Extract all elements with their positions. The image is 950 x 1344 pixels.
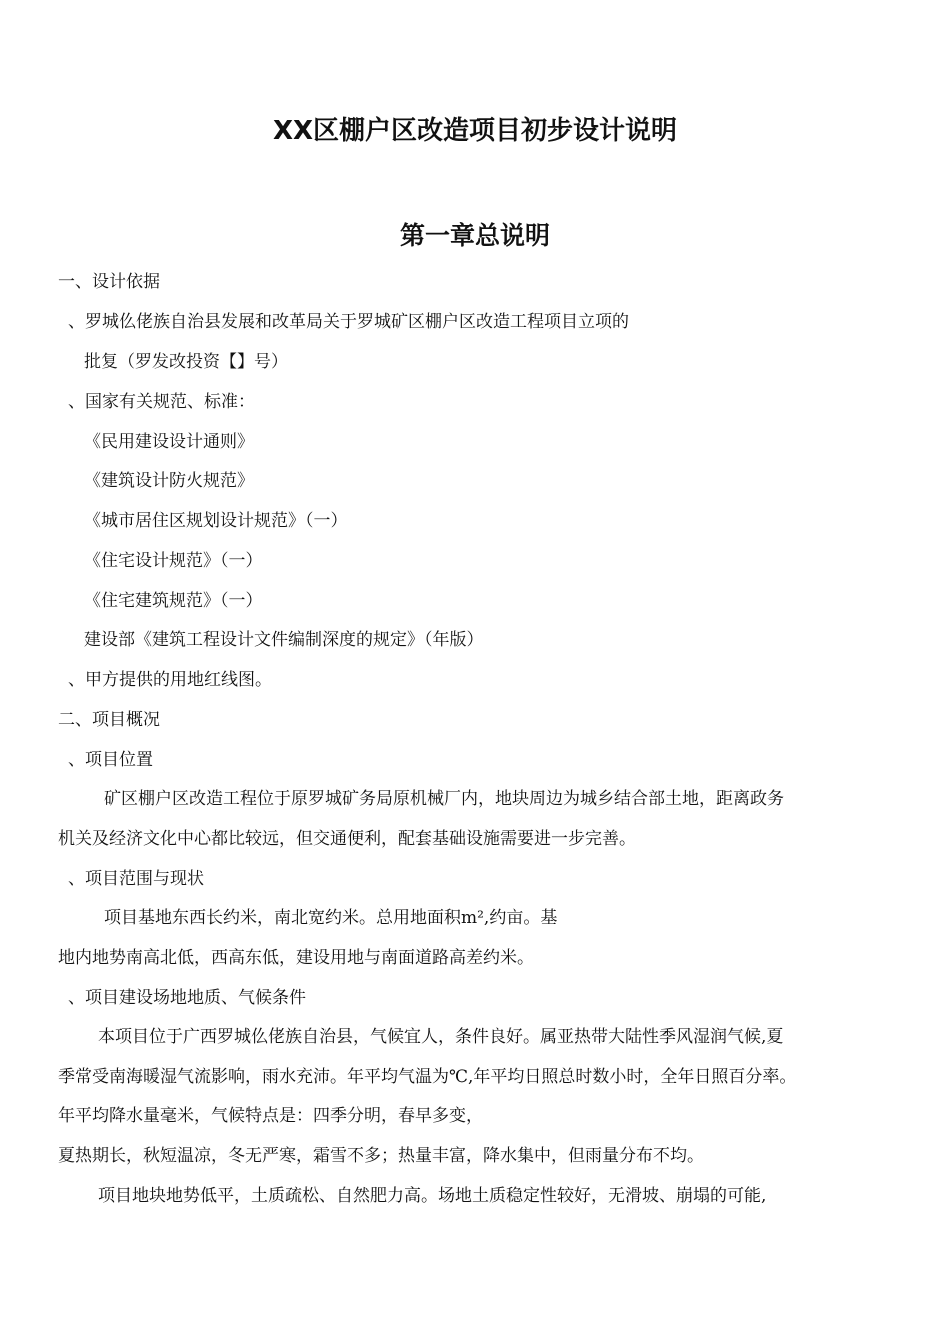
list-item: 、国家有关规范、标准： <box>68 392 255 412</box>
section-heading-design-basis: 一、设计依据 <box>58 272 160 292</box>
standard-item: 《建筑设计防火规范》 <box>84 471 254 491</box>
list-item: 、甲方提供的用地红线图。 <box>68 670 272 690</box>
paragraph-line: 机关及经济文化中心都比较远，但交通便利，配套基础设施需要进一步完善。 <box>58 829 636 849</box>
section-heading-overview: 二、项目概况 <box>58 710 160 730</box>
standard-item: 《民用建设设计通则》 <box>84 432 254 452</box>
chapter-title: 第一章总说明 <box>399 221 550 250</box>
paragraph-line: 年平均降水量毫米，气候特点是：四季分明，春早多变， <box>58 1106 483 1126</box>
paragraph-line: 项目基地东西长约米，南北宽约米。总用地面积m²,约亩。基 <box>104 908 558 928</box>
list-item-continuation: 批复（罗发改投资【】号） <box>84 352 288 372</box>
subsection-heading: 、项目范围与现状 <box>68 869 204 889</box>
document-title: XX区棚户区改造项目初步设计说明 <box>272 116 678 146</box>
standard-item: 建设部《建筑工程设计文件编制深度的规定》（年版） <box>84 630 484 650</box>
paragraph-line: 夏热期长，秋短温凉，冬无严寒，霜雪不多；热量丰富，降水集中，但雨量分布不均。 <box>58 1146 704 1166</box>
paragraph-line: 矿区棚户区改造工程位于原罗城矿务局原机械厂内，地块周边为城乡结合部土地，距离政务 <box>104 789 784 809</box>
paragraph-line: 季常受南海暖湿气流影响，雨水充沛。年平均气温为℃,年平均日照总时数小时，全年日照百分率。 <box>58 1067 797 1087</box>
subsection-heading: 、项目位置 <box>68 750 153 770</box>
paragraph-line: 地内地势南高北低，西高东低，建设用地与南面道路高差约米。 <box>58 948 534 968</box>
standard-item: 《住宅设计规范》（一） <box>84 551 263 571</box>
subsection-heading: 、项目建设场地地质、气候条件 <box>68 988 306 1008</box>
paragraph-line: 本项目位于广西罗城仫佬族自治县，气候宜人，条件良好。属亚热带大陆性季风湿润气候,夏 <box>98 1027 784 1047</box>
list-item: 、罗城仫佬族自治县发展和改革局关于罗城矿区棚户区改造工程项目立项的 <box>68 312 629 332</box>
paragraph-line: 项目地块地势低平，土质疏松、自然肥力高。场地土质稳定性较好，无滑坡、崩塌的可能, <box>98 1186 767 1206</box>
standard-item: 《城市居住区规划设计规范》（一） <box>84 511 348 531</box>
standard-item: 《住宅建筑规范》（一） <box>84 591 263 611</box>
